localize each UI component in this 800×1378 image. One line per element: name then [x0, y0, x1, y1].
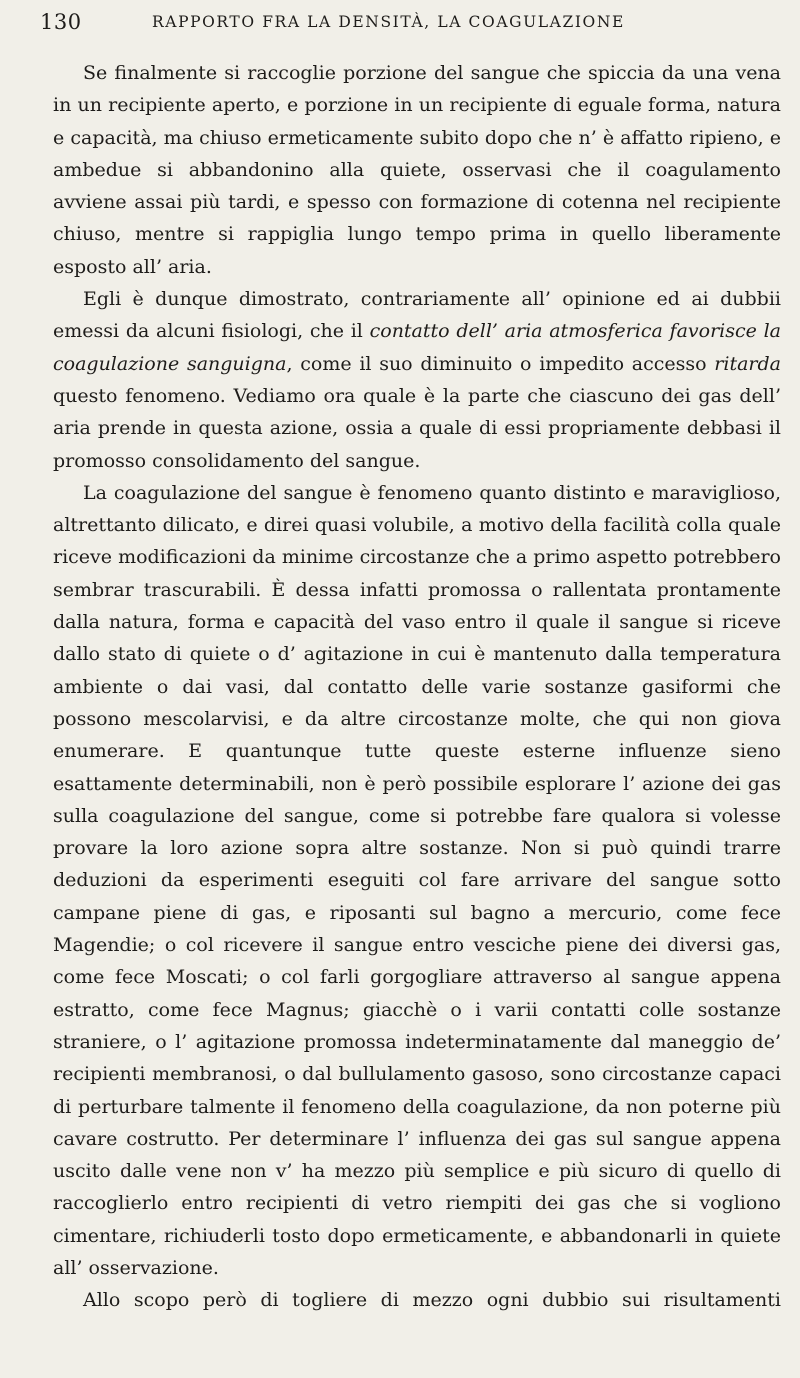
paragraph — [53, 57, 781, 283]
running-title: RAPPORTO FRA LA DENSITÀ, LA COAGULAZIONE — [152, 13, 625, 31]
text-segment: Allo scopo però di togliere di mezzo ogni dubbio sui risultamenti — [83, 1289, 781, 1312]
italic-emphasis: ritarda — [714, 352, 781, 375]
text-segment: Se finalmente si raccoglie porzione del sangue che spiccia da una vena in un recipiente aperto, e porzione in un recipiente di eguale forma, natura e capacità, ma chiuso ermeticamente subito dopo che n’ è affatto ripieno, e ambedue si abbandonino alla quiete, osservasi che il coagulamento avviene assai più tardi, e spesso con formazione di cotenna nel recipiente chiuso, mentre si rappiglia lungo tempo prima in quello liberamente esposto all’ aria. — [53, 62, 781, 278]
italic-emphasis: contatto dell’ aria atmosferica favorisce la coagulazione sanguigna — [53, 320, 782, 375]
body-text — [53, 57, 781, 1317]
page-number: 130 — [40, 10, 82, 34]
text-segment: Egli è dunque dimostrato, contrariamente all’ opinione ed ai dubbii emessi da alcuni fisiologi, che il — [53, 288, 781, 343]
paragraph-continued — [53, 1284, 781, 1316]
paragraph — [53, 477, 781, 1284]
paragraph — [53, 283, 781, 477]
text-segment: La coagulazione del sangue è fenomeno quanto distinto e maraviglioso, altrettanto dilicato, e direi quasi volubile, a motivo della facilità colla quale riceve modificazioni da minime circostanze che a primo aspetto potrebbero sembrar trascurabili. È dessa infatti promossa o rallentata prontamente dalla natura, forma e capacità del vaso entro il quale il sangue si riceve dallo stato di quiete o d’ agitazione in cui è mantenuto dalla temperatura ambiente o dai vasi, dal contatto delle varie sostanze gasiformi che possono mescolarvisi, e da altre circostanze molte, che qui non giova enumerare. E quantunque tutte queste esterne influenze sieno esattamente determinabili, non è però possibile esplorare l’ azione dei gas sulla coagulazione del sangue, come si potrebbe fare qualora si volesse provare la loro azione sopra altre sostanze. Non si può quindi trarre deduzioni da esperimenti eseguiti col fare arrivare del sangue sotto campane piene di gas, e riposanti sul bagno a mercurio, come fece Magendie; o col ricevere il sangue entro vesciche piene dei diversi gas, come fece Moscati; o col farli gorgogliare attraverso al sangue appena estratto, come fece Magnus; giacchè o i varii contatti colle sostanze straniere, o l’ agitazione promossa indeterminatamente dal maneggio de’ recipienti membranosi, o dal bullulamento gasoso, sono circostanze capaci di perturbare talmente il fenomeno della coagulazione, da non poterne più cavare costrutto. Per determinare l’ influenza dei gas sul sangue appena uscito dalle vene non v’ ha mezzo più semplice e più sicuro di quello di raccoglierlo entro recipienti di vetro riempiti dei gas che si vogliono cimentare, richiuderli tosto dopo ermeticamente, e abbandonarli in quiete all’ osservazione. — [53, 481, 781, 1279]
page-header — [40, 10, 760, 40]
text-segment: questo fenomeno. Vediamo ora quale è la parte che ciascuno dei gas dell’ aria prende in questa azione, ossia a quale di essi propriamente debbasi il promosso consolidamento del sangue. — [53, 384, 781, 472]
text-segment: , come il suo diminuito o impedito accesso — [286, 352, 715, 375]
